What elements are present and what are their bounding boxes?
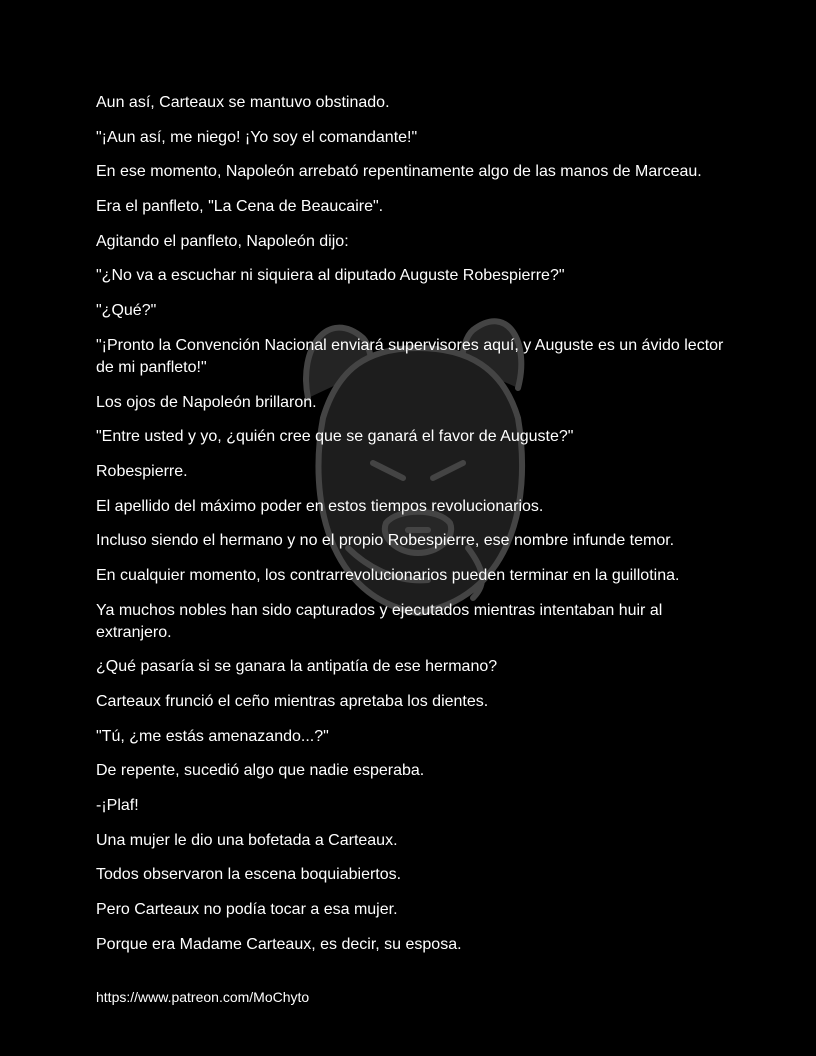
paragraph-4: Era el panfleto, "La Cena de Beaucaire". xyxy=(96,198,384,216)
paragraph-3: En ese momento, Napoleón arrebató repentinamente algo de las manos de Marceau. xyxy=(96,163,702,181)
paragraph-17: Carteaux frunció el ceño mientras apretaba los dientes. xyxy=(96,693,489,710)
paragraph-10: "Entre usted y yo, ¿quién cree que se ganará el favor de Auguste?" xyxy=(96,428,574,446)
paragraph-8: "¡Pronto la Convención Nacional enviará supervisores aquí, y Auguste es un ávido lector de mi panfleto!" xyxy=(96,336,724,376)
paragraph-18: "Tú, ¿me estás amenazando...?" xyxy=(96,727,329,745)
paragraph-12: El apellido del máximo poder en estos tiempos revolucionarios. xyxy=(96,497,544,515)
paragraph-22: Todos observaron la escena boquiabiertos. xyxy=(96,866,402,884)
paragraph-21: Una mujer le dio una bofetada a Carteaux. xyxy=(96,831,398,849)
paragraph-19: De repente, sucedió algo que nadie esperaba. xyxy=(96,762,425,780)
paragraph-5: Agitando el panfleto, Napoleón dijo: xyxy=(96,232,349,250)
paragraph-2: "¡Aun así, me niego! ¡Yo soy el comandante!" xyxy=(96,128,418,146)
paragraph-14: En cualquier momento, los contrarrevolucionarios pueden terminar en la guillotina. xyxy=(96,566,680,584)
paragraph-20: -¡Plaf! xyxy=(96,797,139,815)
document-body xyxy=(96,92,736,969)
paragraph-1: Aun así, Carteaux se mantuvo obstinado. xyxy=(96,94,390,111)
paragraph-6: "¿No va a escuchar ni siquiera al diputado Auguste Robespierre?" xyxy=(96,267,565,285)
paragraph-24: Porque era Madame Carteaux, es decir, su esposa. xyxy=(96,935,462,953)
paragraph-7: "¿Qué?" xyxy=(96,302,157,320)
paragraph-13: Incluso siendo el hermano y no el propio Robespierre, ese nombre infunde temor. xyxy=(96,532,675,550)
paragraph-11: Robespierre. xyxy=(96,462,188,480)
paragraph-9: Los ojos de Napoleón brillaron. xyxy=(96,393,317,411)
paragraph-16: ¿Qué pasaría si se ganara la antipatía de ese hermano? xyxy=(96,658,498,676)
paragraph-15: Ya muchos nobles han sido capturados y ejecutados mientras intentaban huir al extranjero. xyxy=(96,601,663,641)
paragraph-23: Pero Carteaux no podía tocar a esa mujer. xyxy=(96,901,398,919)
patreon-link[interactable]: https://www.patreon.com/MoChyto xyxy=(96,989,310,1005)
